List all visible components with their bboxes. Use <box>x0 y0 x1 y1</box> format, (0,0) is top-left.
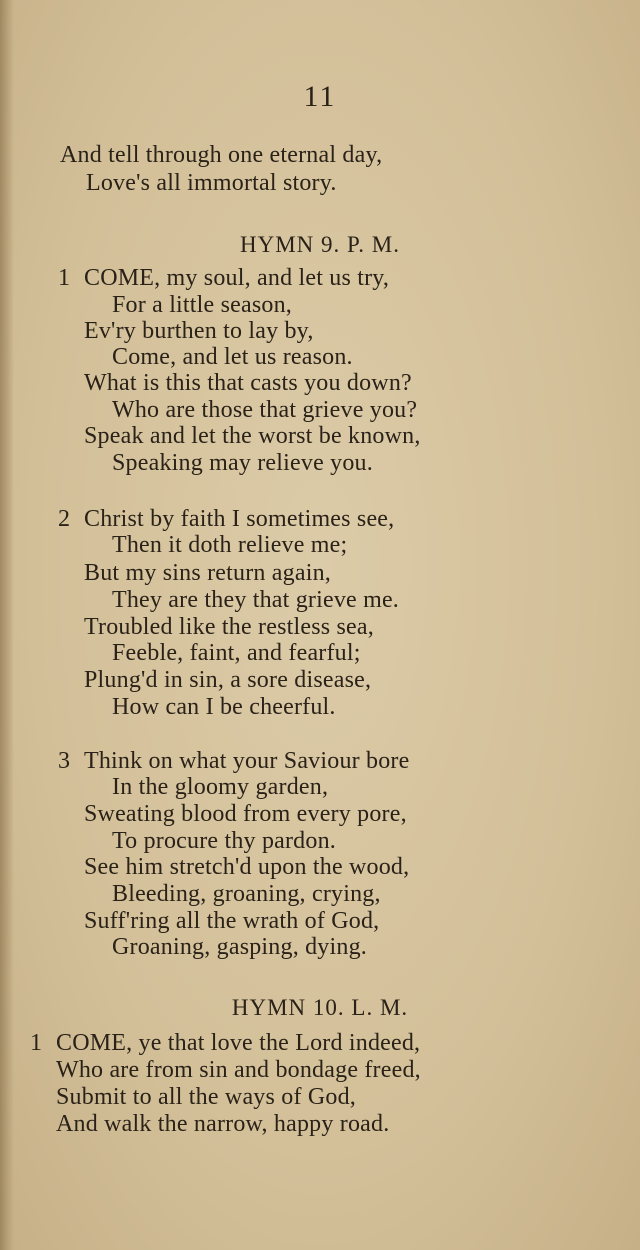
text-line: And walk the narrow, happy road. <box>56 1111 390 1137</box>
text-line: What is this that casts you down? <box>84 370 412 396</box>
verse-number: 1 <box>30 1030 42 1056</box>
text-line: COME, my soul, and let us try, <box>84 265 390 291</box>
text-line: Suff'ring all the wrath of God, <box>84 908 380 934</box>
verse-number: 3 <box>58 748 70 774</box>
hymn-heading: HYMN 10. L. M. <box>231 995 409 1020</box>
text-line: Bleeding, groaning, crying, <box>112 881 381 907</box>
text-line: They are they that grieve me. <box>112 587 400 613</box>
text-line: Then it doth relieve me; <box>112 532 348 558</box>
text-line: But my sins return again, <box>84 560 331 586</box>
text-line: Think on what your Saviour bore <box>84 748 410 774</box>
text-line: In the gloomy garden, <box>112 774 329 800</box>
page-number: 11 <box>303 80 337 113</box>
text-line: Sweating blood from every pore, <box>84 801 407 827</box>
text-line: Christ by faith I sometimes see, <box>84 506 395 532</box>
text-line: Ev'ry burthen to lay by, <box>84 318 314 344</box>
page-gutter <box>0 0 14 1250</box>
text-line: And tell through one eternal day, <box>60 142 383 168</box>
text-line: Submit to all the ways of God, <box>56 1084 356 1110</box>
text-line: Plung'd in sin, a sore disease, <box>84 667 372 693</box>
text-line: Who are from sin and bondage freed, <box>56 1057 421 1083</box>
text-line: For a little season, <box>112 292 292 318</box>
text-line: See him stretch'd upon the wood, <box>84 854 410 880</box>
text-line: Speaking may relieve you. <box>112 450 373 476</box>
text-line: Feeble, faint, and fearful; <box>112 640 361 666</box>
text-line: COME, ye that love the Lord indeed, <box>56 1030 421 1056</box>
text-line: Come, and let us reason. <box>112 344 353 370</box>
verse-number: 2 <box>58 506 70 532</box>
text-line: Groaning, gasping, dying. <box>112 934 367 960</box>
verse-number: 1 <box>58 265 70 291</box>
text-line: Speak and let the worst be known, <box>84 423 421 449</box>
text-line: How can I be cheerful. <box>112 694 336 720</box>
text-line: Love's all immortal story. <box>86 170 337 196</box>
hymn-heading: HYMN 9. P. M. <box>240 232 400 257</box>
text-line: Who are those that grieve you? <box>112 397 418 423</box>
text-line: To procure thy pardon. <box>112 828 336 854</box>
text-line: Troubled like the restless sea, <box>84 614 374 640</box>
